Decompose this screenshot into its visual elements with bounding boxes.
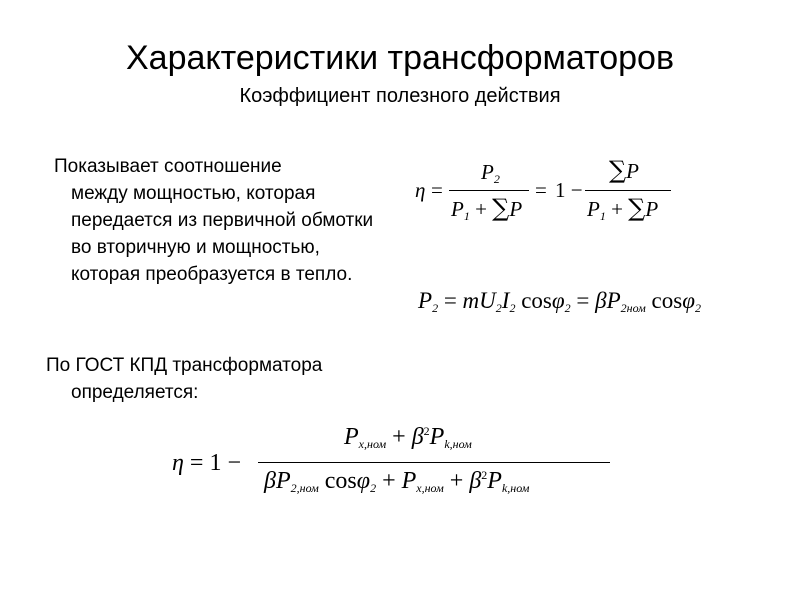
- fraction-line: [449, 190, 529, 191]
- denominator-p1-sum: P1 + ∑P: [587, 194, 659, 223]
- slide-subtitle: Коэффициент полезного действия: [239, 85, 561, 107]
- gost-first-line: По ГОСТ КПД трансформатора: [46, 355, 323, 376]
- gost-denominator: βP2,ном $\cos\varphi 2 + Px,ном + \beta^2Pk,ном$: [264, 468, 530, 495]
- gost-rest: определяется:: [71, 382, 199, 403]
- eta-symbol: η: [415, 178, 426, 202]
- numerator-sum: ∑P: [609, 156, 639, 184]
- denominator-p1-sum: P1 + ∑P: [451, 194, 523, 223]
- equals-sign: =: [431, 178, 443, 202]
- description-first-line: Показывает соотношение: [54, 156, 282, 177]
- efficiency-formula: [415, 156, 685, 228]
- equals-sign: =: [535, 178, 547, 202]
- efficiency-description: [54, 153, 392, 288]
- fraction-line: [585, 190, 671, 191]
- gost-numerator: $Px,ном + \beta^2Pk,ном$: [344, 424, 472, 451]
- one-minus: 1 −: [555, 178, 583, 202]
- gost-efficiency-formula: η = 1 − $Px,ном + \beta^2Pk,ном$ βP2,ном $\cos\varphi 2 + Px,ном + \beta^2Pk,ном$: [172, 420, 632, 510]
- fraction-line: [258, 462, 610, 463]
- gost-definition: [46, 352, 396, 406]
- description-text: между мощностью, которая передается из первичной обмотки во вторичную и мощностью, которая преобразуется в тепло.: [71, 183, 374, 285]
- numerator-p2: P2: [481, 160, 500, 186]
- power-formula: P2 = mU2I2 cosφ2 = βP2ном cosφ2: [418, 288, 701, 315]
- slide-title: Характеристики трансформаторов: [125, 39, 675, 77]
